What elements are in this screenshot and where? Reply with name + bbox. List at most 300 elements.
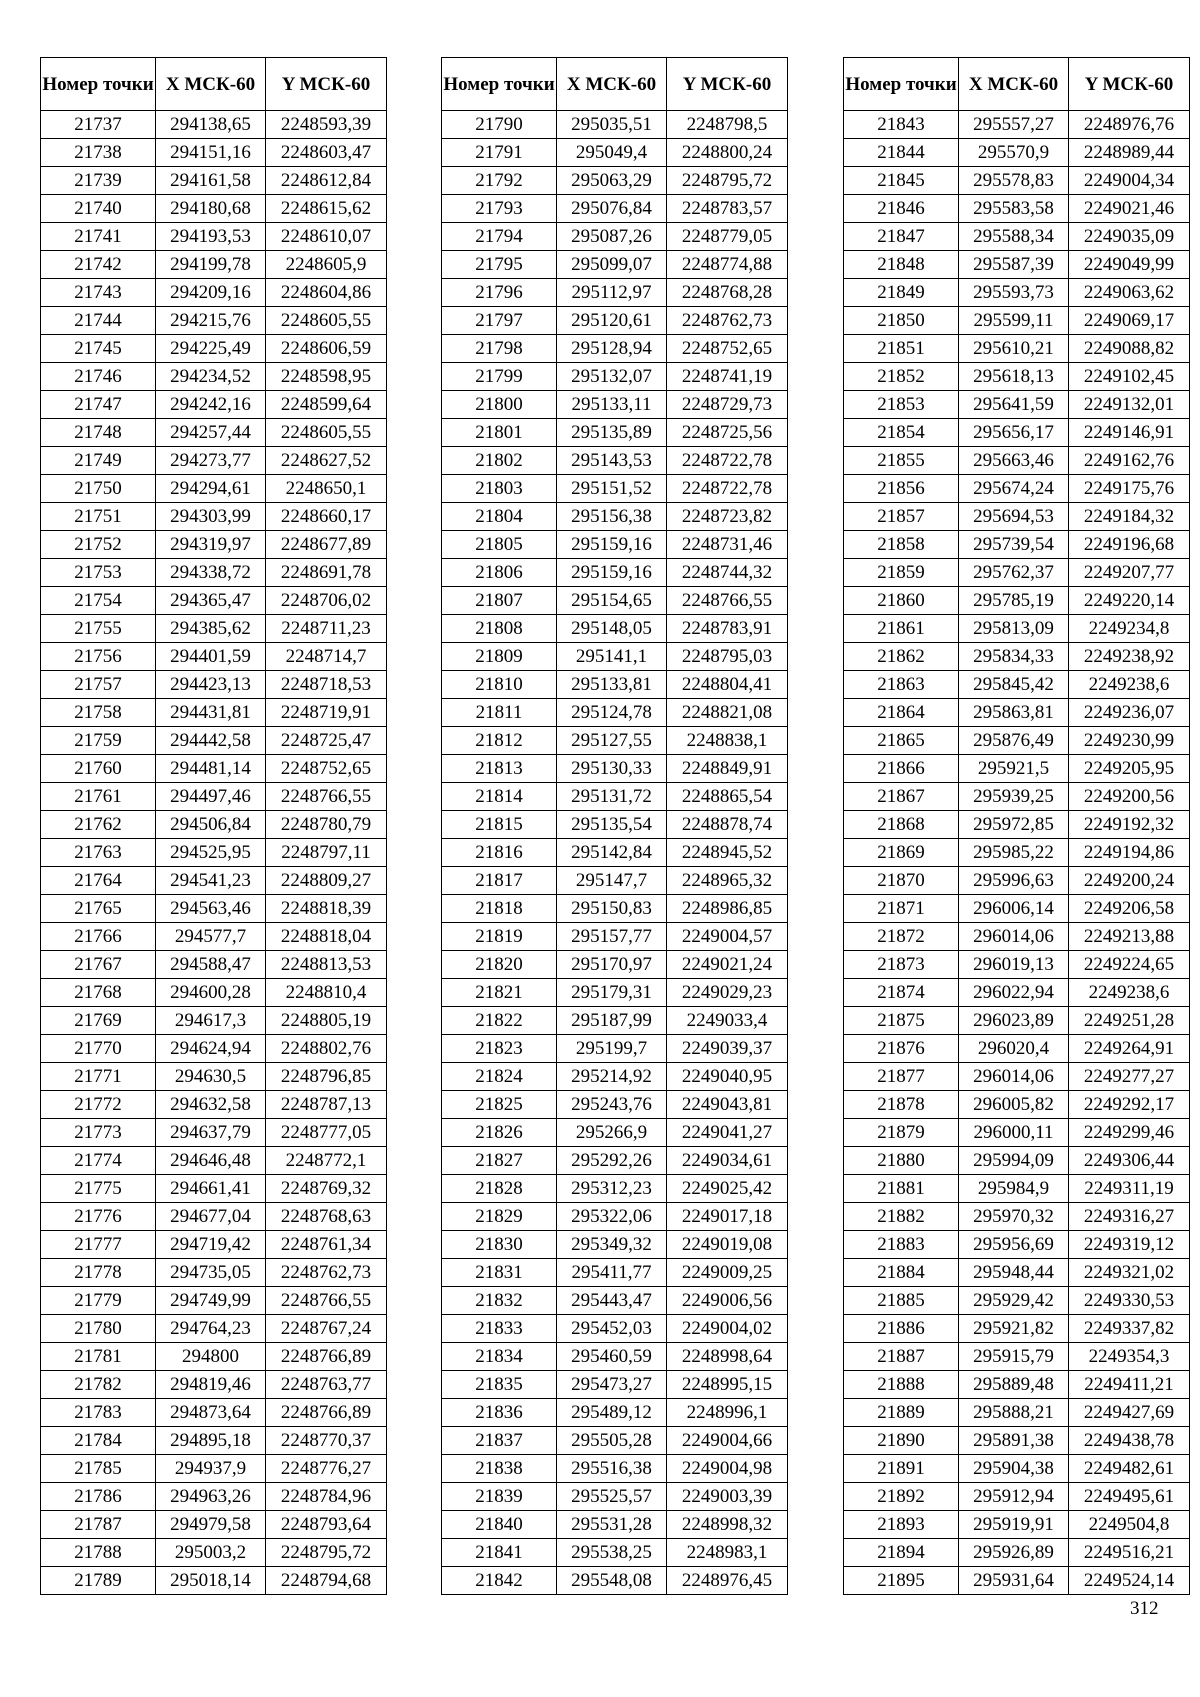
table-row <box>41 727 387 755</box>
table-row <box>41 363 387 391</box>
table-header-row <box>41 58 387 111</box>
cell-x: 295292,26 <box>557 1147 667 1175</box>
cell-y: 2248731,46 <box>667 531 788 559</box>
table-row <box>41 895 387 923</box>
cell-y: 2249238,6 <box>1069 671 1190 699</box>
cell-point-number: 21865 <box>844 727 959 755</box>
cell-point-number: 21802 <box>442 447 557 475</box>
table-row <box>844 699 1190 727</box>
table-row <box>41 1371 387 1399</box>
cell-point-number: 21867 <box>844 783 959 811</box>
cell-x: 294661,41 <box>156 1175 266 1203</box>
cell-y: 2249009,25 <box>667 1259 788 1287</box>
cell-y: 2248945,52 <box>667 839 788 867</box>
cell-x: 295199,7 <box>557 1035 667 1063</box>
cell-x: 295994,09 <box>959 1147 1069 1175</box>
table-row <box>442 1455 788 1483</box>
table-row <box>41 195 387 223</box>
cell-x: 295003,2 <box>156 1539 266 1567</box>
cell-x: 294257,44 <box>156 419 266 447</box>
table-row <box>442 335 788 363</box>
table-row <box>41 223 387 251</box>
cell-x: 294365,47 <box>156 587 266 615</box>
cell-x: 296019,13 <box>959 951 1069 979</box>
cell-point-number: 21862 <box>844 643 959 671</box>
table-row <box>41 531 387 559</box>
cell-point-number: 21753 <box>41 559 156 587</box>
cell-x: 295845,42 <box>959 671 1069 699</box>
cell-y: 2249029,23 <box>667 979 788 1007</box>
table-row <box>844 531 1190 559</box>
table-row <box>442 1483 788 1511</box>
cell-x: 296020,4 <box>959 1035 1069 1063</box>
table-header-row <box>844 58 1190 111</box>
cell-y: 2248795,72 <box>266 1539 387 1567</box>
cell-x: 295915,79 <box>959 1343 1069 1371</box>
table-row <box>41 335 387 363</box>
cell-y: 2249234,8 <box>1069 615 1190 643</box>
table-row <box>844 979 1190 1007</box>
cell-y: 2248777,05 <box>266 1119 387 1147</box>
header-x: X МСК-60 <box>557 58 667 111</box>
table-row <box>442 867 788 895</box>
cell-x: 294497,46 <box>156 783 266 811</box>
cell-point-number: 21859 <box>844 559 959 587</box>
cell-point-number: 21868 <box>844 811 959 839</box>
table-row <box>41 671 387 699</box>
table-row <box>41 559 387 587</box>
table-row <box>844 1175 1190 1203</box>
cell-point-number: 21831 <box>442 1259 557 1287</box>
cell-y: 2248660,17 <box>266 503 387 531</box>
table-row <box>442 643 788 671</box>
table-row <box>442 811 788 839</box>
cell-point-number: 21746 <box>41 363 156 391</box>
cell-point-number: 21855 <box>844 447 959 475</box>
cell-x: 294423,13 <box>156 671 266 699</box>
cell-y: 2248725,56 <box>667 419 788 447</box>
cell-point-number: 21742 <box>41 251 156 279</box>
table-row <box>41 867 387 895</box>
cell-y: 2249132,01 <box>1069 391 1190 419</box>
cell-point-number: 21861 <box>844 615 959 643</box>
cell-x: 294937,9 <box>156 1455 266 1483</box>
cell-point-number: 21875 <box>844 1007 959 1035</box>
table-row <box>844 1147 1190 1175</box>
cell-point-number: 21781 <box>41 1343 156 1371</box>
cell-y: 2248793,64 <box>266 1511 387 1539</box>
cell-y: 2249316,27 <box>1069 1203 1190 1231</box>
cell-y: 2249337,82 <box>1069 1315 1190 1343</box>
cell-x: 295063,29 <box>557 167 667 195</box>
table-row <box>844 671 1190 699</box>
cell-x: 295921,82 <box>959 1315 1069 1343</box>
table-row <box>41 503 387 531</box>
cell-point-number: 21891 <box>844 1455 959 1483</box>
cell-y: 2248766,55 <box>266 1287 387 1315</box>
table-row <box>442 1539 788 1567</box>
cell-point-number: 21872 <box>844 923 959 951</box>
table-row <box>442 839 788 867</box>
table-row <box>844 1091 1190 1119</box>
table-row <box>844 1567 1190 1595</box>
coordinates-table-2 <box>441 57 788 1595</box>
table-row <box>844 923 1190 951</box>
table-row <box>442 951 788 979</box>
cell-x: 295694,53 <box>959 503 1069 531</box>
table-row <box>844 615 1190 643</box>
cell-point-number: 21886 <box>844 1315 959 1343</box>
table-row <box>442 1371 788 1399</box>
cell-x: 295587,39 <box>959 251 1069 279</box>
cell-point-number: 21763 <box>41 839 156 867</box>
table-row <box>41 1035 387 1063</box>
cell-y: 2249004,34 <box>1069 167 1190 195</box>
cell-x: 295674,24 <box>959 475 1069 503</box>
cell-y: 2248691,78 <box>266 559 387 587</box>
cell-point-number: 21782 <box>41 1371 156 1399</box>
table-row <box>442 1567 788 1595</box>
cell-y: 2248976,45 <box>667 1567 788 1595</box>
cell-y: 2249146,91 <box>1069 419 1190 447</box>
cell-y: 2249006,56 <box>667 1287 788 1315</box>
table-body <box>844 111 1190 1595</box>
cell-point-number: 21786 <box>41 1483 156 1511</box>
table-row <box>442 587 788 615</box>
cell-x: 295525,57 <box>557 1483 667 1511</box>
cell-point-number: 21811 <box>442 699 557 727</box>
table-row <box>442 727 788 755</box>
table-row <box>442 783 788 811</box>
cell-point-number: 21748 <box>41 419 156 447</box>
cell-x: 295143,53 <box>557 447 667 475</box>
cell-x: 294979,58 <box>156 1511 266 1539</box>
header-y: Y МСК-60 <box>667 58 788 111</box>
cell-point-number: 21882 <box>844 1203 959 1231</box>
cell-x: 295762,37 <box>959 559 1069 587</box>
cell-point-number: 21807 <box>442 587 557 615</box>
cell-point-number: 21805 <box>442 531 557 559</box>
cell-x: 295813,09 <box>959 615 1069 643</box>
table-row <box>844 951 1190 979</box>
cell-point-number: 21814 <box>442 783 557 811</box>
cell-y: 2249319,12 <box>1069 1231 1190 1259</box>
cell-y: 2248711,23 <box>266 615 387 643</box>
table-row <box>442 1063 788 1091</box>
cell-x: 294637,79 <box>156 1119 266 1147</box>
table-row <box>844 1063 1190 1091</box>
cell-y: 2249019,08 <box>667 1231 788 1259</box>
cell-y: 2248729,73 <box>667 391 788 419</box>
cell-y: 2249200,56 <box>1069 783 1190 811</box>
cell-point-number: 21747 <box>41 391 156 419</box>
table-row <box>844 111 1190 139</box>
cell-x: 295120,61 <box>557 307 667 335</box>
table-row <box>844 1231 1190 1259</box>
cell-x: 295656,17 <box>959 419 1069 447</box>
table-header-row <box>442 58 788 111</box>
cell-point-number: 21794 <box>442 223 557 251</box>
cell-x: 295170,97 <box>557 951 667 979</box>
cell-x: 296023,89 <box>959 1007 1069 1035</box>
cell-y: 2249021,46 <box>1069 195 1190 223</box>
cell-point-number: 21799 <box>442 363 557 391</box>
table-row <box>41 951 387 979</box>
cell-point-number: 21798 <box>442 335 557 363</box>
cell-x: 295489,12 <box>557 1399 667 1427</box>
table-row <box>41 923 387 951</box>
table-row <box>41 1567 387 1595</box>
cell-y: 2248606,59 <box>266 335 387 363</box>
table-row <box>844 1455 1190 1483</box>
cell-x: 295130,33 <box>557 755 667 783</box>
cell-y: 2249504,8 <box>1069 1511 1190 1539</box>
cell-x: 294525,95 <box>156 839 266 867</box>
cell-x: 295443,47 <box>557 1287 667 1315</box>
cell-point-number: 21804 <box>442 503 557 531</box>
cell-x: 295411,77 <box>557 1259 667 1287</box>
cell-point-number: 21738 <box>41 139 156 167</box>
table-row <box>41 279 387 307</box>
cell-point-number: 21836 <box>442 1399 557 1427</box>
table-row <box>41 1511 387 1539</box>
table-row <box>844 1483 1190 1511</box>
cell-x: 294442,58 <box>156 727 266 755</box>
cell-y: 2248598,95 <box>266 363 387 391</box>
cell-y: 2248723,82 <box>667 503 788 531</box>
cell-point-number: 21893 <box>844 1511 959 1539</box>
cell-x: 295049,4 <box>557 139 667 167</box>
cell-point-number: 21772 <box>41 1091 156 1119</box>
table-row <box>442 223 788 251</box>
table-row <box>844 839 1190 867</box>
cell-y: 2249354,3 <box>1069 1343 1190 1371</box>
table-row <box>844 503 1190 531</box>
cell-x: 295187,99 <box>557 1007 667 1035</box>
cell-y: 2248779,05 <box>667 223 788 251</box>
cell-x: 294234,52 <box>156 363 266 391</box>
cell-x: 294577,7 <box>156 923 266 951</box>
cell-y: 2248989,44 <box>1069 139 1190 167</box>
cell-x: 295132,07 <box>557 363 667 391</box>
table-row <box>844 1427 1190 1455</box>
cell-x: 295151,52 <box>557 475 667 503</box>
cell-x: 295322,06 <box>557 1203 667 1231</box>
table-row <box>844 1119 1190 1147</box>
table-row <box>41 1315 387 1343</box>
cell-x: 294617,3 <box>156 1007 266 1035</box>
cell-x: 295135,54 <box>557 811 667 839</box>
cell-point-number: 21767 <box>41 951 156 979</box>
cell-point-number: 21817 <box>442 867 557 895</box>
cell-point-number: 21740 <box>41 195 156 223</box>
cell-y: 2248865,54 <box>667 783 788 811</box>
cell-point-number: 21765 <box>41 895 156 923</box>
cell-y: 2249196,68 <box>1069 531 1190 559</box>
cell-point-number: 21844 <box>844 139 959 167</box>
header-x: X МСК-60 <box>959 58 1069 111</box>
cell-point-number: 21803 <box>442 475 557 503</box>
cell-point-number: 21800 <box>442 391 557 419</box>
cell-point-number: 21819 <box>442 923 557 951</box>
cell-point-number: 21776 <box>41 1203 156 1231</box>
cell-point-number: 21774 <box>41 1147 156 1175</box>
cell-point-number: 21751 <box>41 503 156 531</box>
cell-x: 294303,99 <box>156 503 266 531</box>
cell-y: 2249049,99 <box>1069 251 1190 279</box>
table-row <box>41 1203 387 1231</box>
cell-point-number: 21745 <box>41 335 156 363</box>
cell-point-number: 21851 <box>844 335 959 363</box>
cell-x: 294719,42 <box>156 1231 266 1259</box>
table-row <box>41 139 387 167</box>
cell-x: 295985,22 <box>959 839 1069 867</box>
cell-point-number: 21894 <box>844 1539 959 1567</box>
cell-point-number: 21881 <box>844 1175 959 1203</box>
cell-point-number: 21810 <box>442 671 557 699</box>
cell-point-number: 21822 <box>442 1007 557 1035</box>
cell-y: 2248794,68 <box>266 1567 387 1595</box>
cell-y: 2249427,69 <box>1069 1399 1190 1427</box>
cell-y: 2249330,53 <box>1069 1287 1190 1315</box>
cell-x: 294895,18 <box>156 1427 266 1455</box>
cell-y: 2248813,53 <box>266 951 387 979</box>
cell-y: 2249021,24 <box>667 951 788 979</box>
cell-point-number: 21762 <box>41 811 156 839</box>
cell-y: 2248599,64 <box>266 391 387 419</box>
cell-x: 295876,49 <box>959 727 1069 755</box>
cell-point-number: 21816 <box>442 839 557 867</box>
table-row <box>41 1427 387 1455</box>
table-row <box>844 223 1190 251</box>
header-point-number: Номер точки <box>844 58 959 111</box>
cell-y: 2249213,88 <box>1069 923 1190 951</box>
cell-x: 296000,11 <box>959 1119 1069 1147</box>
cell-x: 294800 <box>156 1343 266 1371</box>
cell-x: 295919,91 <box>959 1511 1069 1539</box>
cell-x: 295538,25 <box>557 1539 667 1567</box>
table-row <box>442 755 788 783</box>
cell-y: 2248998,64 <box>667 1343 788 1371</box>
table-row <box>844 1203 1190 1231</box>
cell-y: 2248768,63 <box>266 1203 387 1231</box>
cell-y: 2248766,55 <box>266 783 387 811</box>
cell-x: 294193,53 <box>156 223 266 251</box>
cell-y: 2249004,57 <box>667 923 788 951</box>
table-row <box>442 447 788 475</box>
cell-x: 295739,54 <box>959 531 1069 559</box>
cell-point-number: 21889 <box>844 1399 959 1427</box>
cell-point-number: 21744 <box>41 307 156 335</box>
table-row <box>844 363 1190 391</box>
cell-y: 2249251,28 <box>1069 1007 1190 1035</box>
table-row <box>442 139 788 167</box>
cell-x: 295970,32 <box>959 1203 1069 1231</box>
cell-point-number: 21769 <box>41 1007 156 1035</box>
cell-point-number: 21806 <box>442 559 557 587</box>
cell-y: 2248752,65 <box>667 335 788 363</box>
cell-point-number: 21828 <box>442 1175 557 1203</box>
cell-y: 2249069,17 <box>1069 307 1190 335</box>
cell-point-number: 21869 <box>844 839 959 867</box>
table-row <box>442 1259 788 1287</box>
cell-y: 2248725,47 <box>266 727 387 755</box>
cell-y: 2249025,42 <box>667 1175 788 1203</box>
table-row <box>844 1343 1190 1371</box>
cell-point-number: 21884 <box>844 1259 959 1287</box>
cell-x: 295159,16 <box>557 531 667 559</box>
cell-point-number: 21885 <box>844 1287 959 1315</box>
cell-x: 295984,9 <box>959 1175 1069 1203</box>
cell-y: 2249194,86 <box>1069 839 1190 867</box>
cell-x: 296006,14 <box>959 895 1069 923</box>
cell-x: 295266,9 <box>557 1119 667 1147</box>
cell-y: 2249495,61 <box>1069 1483 1190 1511</box>
cell-point-number: 21752 <box>41 531 156 559</box>
table-row <box>442 251 788 279</box>
cell-x: 295548,08 <box>557 1567 667 1595</box>
cell-point-number: 21791 <box>442 139 557 167</box>
cell-point-number: 21754 <box>41 587 156 615</box>
cell-x: 294401,59 <box>156 643 266 671</box>
table-row <box>844 587 1190 615</box>
cell-x: 294600,28 <box>156 979 266 1007</box>
cell-x: 294294,61 <box>156 475 266 503</box>
cell-x: 294319,97 <box>156 531 266 559</box>
table-row <box>844 195 1190 223</box>
table-row <box>844 279 1190 307</box>
cell-y: 2249200,24 <box>1069 867 1190 895</box>
cell-x: 295516,38 <box>557 1455 667 1483</box>
cell-point-number: 21878 <box>844 1091 959 1119</box>
cell-point-number: 21854 <box>844 419 959 447</box>
table-row <box>41 1175 387 1203</box>
table-row <box>41 839 387 867</box>
table-row <box>41 1007 387 1035</box>
cell-y: 2248605,55 <box>266 419 387 447</box>
cell-point-number: 21860 <box>844 587 959 615</box>
cell-y: 2249205,95 <box>1069 755 1190 783</box>
cell-x: 295473,27 <box>557 1371 667 1399</box>
cell-point-number: 21813 <box>442 755 557 783</box>
cell-point-number: 21789 <box>41 1567 156 1595</box>
table-row <box>844 643 1190 671</box>
cell-x: 294161,58 <box>156 167 266 195</box>
cell-point-number: 21780 <box>41 1315 156 1343</box>
cell-y: 2248818,39 <box>266 895 387 923</box>
cell-y: 2248767,24 <box>266 1315 387 1343</box>
cell-x: 295834,33 <box>959 643 1069 671</box>
cell-point-number: 21757 <box>41 671 156 699</box>
table-row <box>442 1343 788 1371</box>
cell-y: 2248769,32 <box>266 1175 387 1203</box>
cell-y: 2248809,27 <box>266 867 387 895</box>
cell-y: 2248983,1 <box>667 1539 788 1567</box>
cell-point-number: 21856 <box>844 475 959 503</box>
cell-point-number: 21812 <box>442 727 557 755</box>
cell-y: 2248763,77 <box>266 1371 387 1399</box>
cell-y: 2248612,84 <box>266 167 387 195</box>
cell-y: 2248768,28 <box>667 279 788 307</box>
cell-y: 2248995,15 <box>667 1371 788 1399</box>
table-row <box>844 251 1190 279</box>
cell-point-number: 21857 <box>844 503 959 531</box>
cell-point-number: 21850 <box>844 307 959 335</box>
cell-point-number: 21801 <box>442 419 557 447</box>
cell-point-number: 21823 <box>442 1035 557 1063</box>
cell-y: 2248719,91 <box>266 699 387 727</box>
cell-point-number: 21824 <box>442 1063 557 1091</box>
